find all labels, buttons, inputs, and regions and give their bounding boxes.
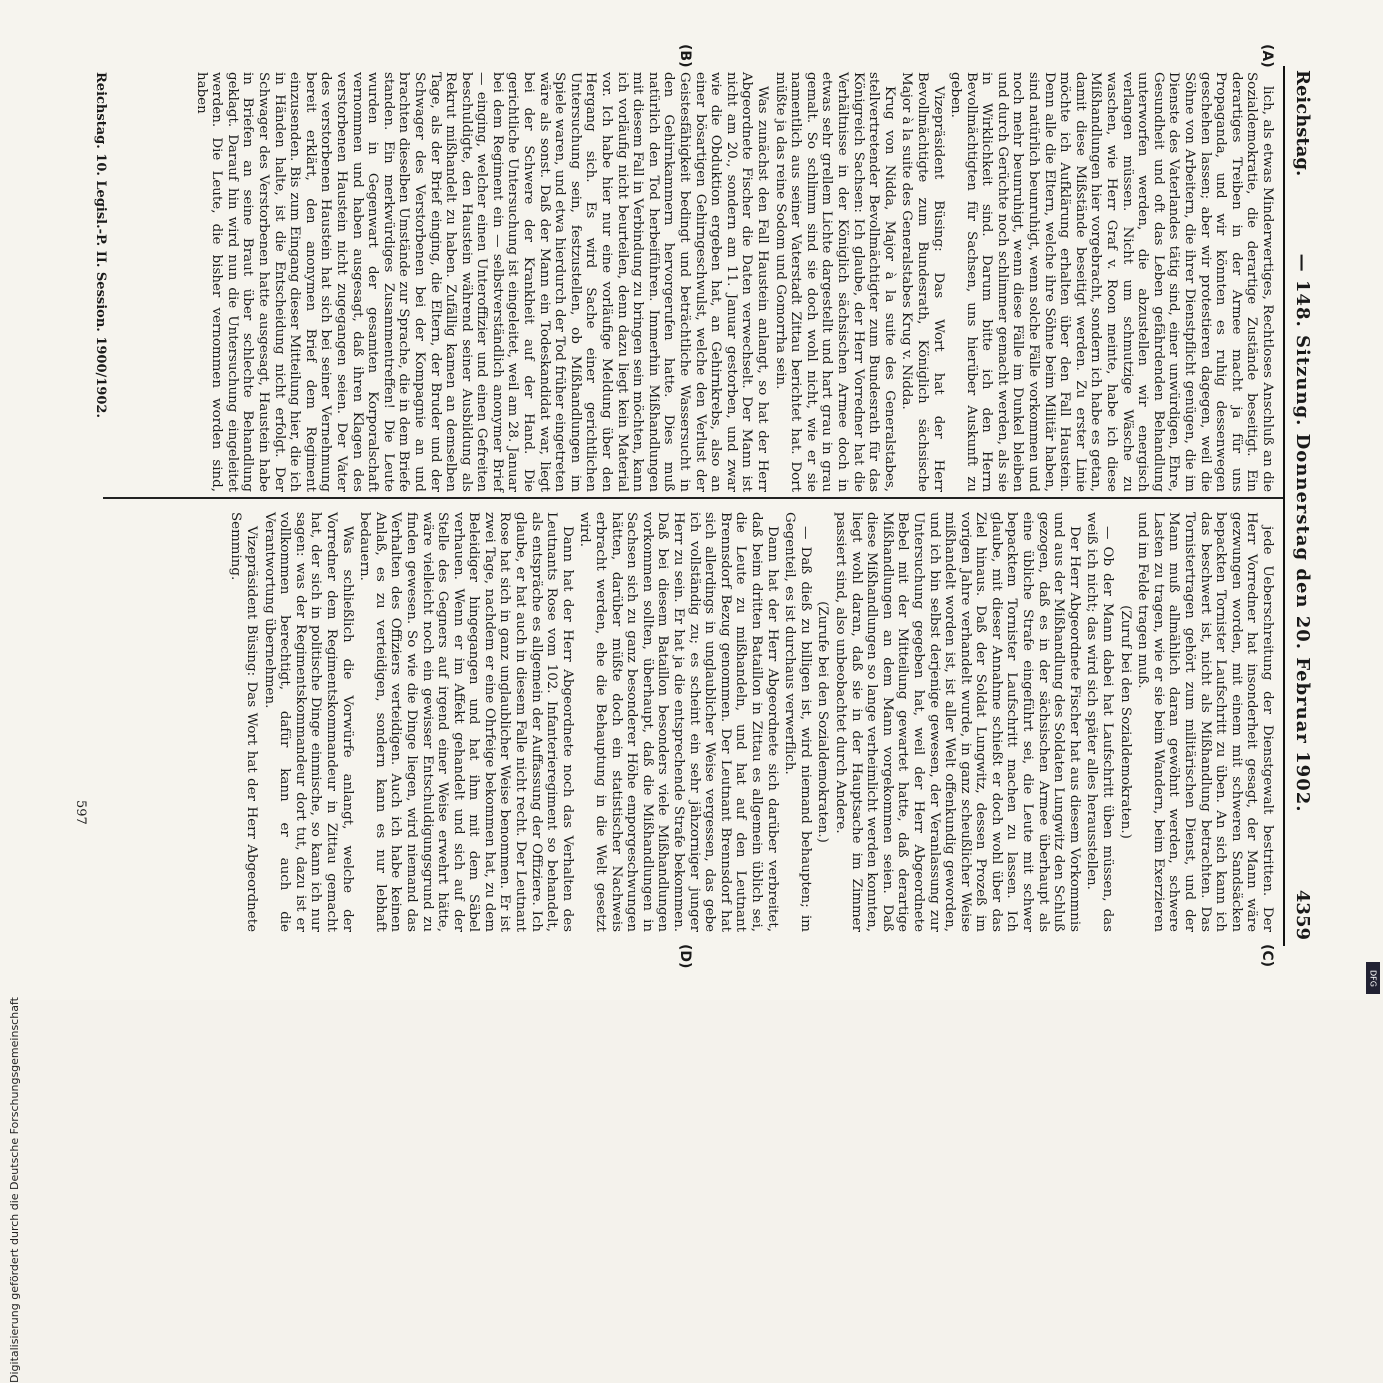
paragraph: — Daß dieß zu billigen ist, wird niemand behaupten; im Gegenteil, es ist durchaus verwerflich.: [782, 512, 813, 932]
header-rule: [1283, 66, 1285, 946]
page-header: [1283, 70, 1323, 940]
paragraph: Dann hat der Herr Abgeordnete sich darüber verbreitet, daß beim dritten Bataillon in Zittau es allgemein üblich sei, die Leute zu mißhandeln, und hat auf den Leutnant Brennsdorf Bezug genommen. Der Leutnant Brennsdorf hat sich allerdings in unglaublicher Weise vergessen, das gebe ich vollständig zu; es scheint ein sehr jähzorniger junger Herr zu sein. Er hat ja die entsprechende Strafe bekommen. Daß bei diesem Bataillon besonders viele Mißhandlungen vorkommen sollten, überhaupt, daß die Mißhandlungen in Sachsen sich zu ganz besonderer Höhe emporgeschwungen hätten, darüber müßte doch ein statistischer Nachweis erbracht werden, ehe die Behauptung in die Welt gesetzt wird.: [577, 512, 780, 932]
dfg-logo-icon: DFG: [1366, 962, 1380, 994]
margin-mark-b: (B): [677, 44, 693, 68]
paragraph: Dann hat der Herr Abgeordnete noch das Verhalten des Leutnants Rose vom 102. Infanterieregiment so behandelt, als entspräche es allgemein der Auffassung der Offiziere. Ich glaube, er hat auch in diesem Falle nicht recht. Der Leutnant Rose hat sich in ganz unglaublicher Weise benommen. Er ist zwei Tage, nachdem er eine Ohrfeige bekommen hat, zu dem Beleidiger hingegangen und hat ihm mit dem Säbel verhauen. Wenn er im Affekt gehandelt und sich auf der Stelle des Gegners auf irgend einer Weise erwehrt hätte, wäre vielleicht noch ein gewisser Entschuldigungsgrund zu finden gewesen. So wie die Dinge liegen, wird niemand das Verhalten des Offiziers verteidigen. Auch ich habe keinen Anlaß, es zu verteidigen, sondern kann es nur lebhaft bedauern.: [357, 512, 575, 932]
digitization-credit: Digitalisierung gefördert durch die Deutsche Forschungsgemeinschaft: [8, 997, 21, 1383]
interjection: (Zuruf bei den Sozialdemokraten.): [1117, 605, 1133, 839]
paragraph: Was zunächst den Fall Haustein anlangt, so hat der Herr Abgeordnete Fischer die Daten verwechselt. Der Mann ist nicht am 20., sondern am 11. Januar gestorben, und zwar wie die Obduktion ergeben hat, an Gehirnkrebs, also an einer bösartigen Gehirngeschwulst, welche den Verlust der Geistesfähigkeit bedingt und beträchtliche Wassersucht in den Gehirnkammern hervorgerufen hatte. Dies muß natürlich den Tod herbeiführen. Immerhin Mißhandlungen mit diesem Fall in Verbindung zu bringen sein möchten, kann ich vorläufig nicht beurteilen, denn dazu liegt kein Material vor. Ich habe hier nur eine vorläufige Meldung über den Hergang sich. Es wird Sache einer gerichtlichen Untersuchung sein, festzustellen, ob Mißhandlungen im Spiele waren, und etwa hierdurch der Tod früher eingetreten wäre als sonst. Daß der Mann ein Todeskandidat war, liegt bei der Schwere der Krankheit auf der Hand. Die gerichtliche Untersuchung ist eingeleitet, weil am 28. Januar bei dem Regiment ein — selbstverständlich anonymer Brief — einging, welcher einen Unteroffizier und einen Gefreiten beschuldigte, den Haustein während seiner Ausbildung als Rekrut mißhandelt zu haben. Zufällig kamen an demselben Tage, als der Brief einging, die Eltern, der Bruder und der Schwager des Verstorbenen bei der Kompagnie an und brachten dieselben Umstände zur Sprache, die in dem Briefe standen. Ein merkwürdiges Zusammentreffen! Die Leute wurden in Gegenwart der gesamten Korporalschaft vernommen und haben ausgesagt, daß ihren Klagen des verstorbenen Haustein nicht zugegangen seien. Der Vater des verstorbenen Haustein hat sich bei seiner Vernehmung bereit erklärt, den anonymen Brief dem Regiment einzusenden. Bis zum Eingang dieser Mitteilung hier, die ich in Händen halte, ist die Entscheidung nicht erfolgt. Der Schwager des Verstorbenen hatte ausgesagt, Haustein habe in Briefen an seine Braut über schlechte Behandlung geklagt. Darauf hin wird nun die Untersuchung eingeleitet werden. Die Leute, die bisher vernommen worden sind, haben: [193, 72, 770, 492]
paragraph: Was schließlich die Vorwürfe anlangt, welche der Vorredner dem Regimentskommandeur in Zittau gemacht hat, der sich in politische Dinge einmische, so kann ich nur sagen: was der Regimentskommandeur dort tut, dazu ist er vollkommen berechtigt, dafür kann er auch die Verantwortung übernehmen.: [261, 512, 355, 932]
margin-mark-c: (C): [1259, 944, 1275, 968]
paragraph: Vizepräsident Büsing: Das Wort hat der Herr Bevollmächtigte zum Bundesrath, Königlich sächsische Major à la suite des Generalstabes Krug v. Nidda.: [899, 72, 946, 492]
left-column: [191, 72, 1275, 492]
header-left: Reichstag.: [1292, 70, 1314, 177]
header-page-number: 4359: [1292, 889, 1314, 940]
right-column: [226, 512, 1275, 932]
paragraph: — Ob der Mann dabei hat Laufschritt üben müssen, das weiß ich nicht; das wird sich später alles herausstellen.: [1084, 512, 1116, 932]
interjection: (Zurufe bei den Sozialdemokraten.): [815, 601, 831, 843]
paragraph: Krug von Nidda, Major à la suite des Generalstabes, stellvertretender Bevollmächtigter zum Bundesrath für das Königreich Sachsen: Ich glaube, der Herr Vorredner hat die Verhältnisse in der Königlich sächsischen Armee doch in etwas sehr grellem Lichte dargestellt und hart grau in grau gemalt. So schlimm sind sie doch wohl nicht, wie er sie namentlich aus seiner Vaterstadt Zittau berichtet hat. Dort müßte ja das reine Sodom und Gomorrha sein.: [772, 72, 897, 492]
paragraph: lich, als etwas Minderwertiges, Rechtloses Anschluß an die Sozialdemokratie, die derartige Zustände beseitigt. Ein derartiges Treiben in der Armee macht ja für uns Propaganda, und wir könnten es ruhig dessenwegen geschehen lassen; aber wir protestieren dagegen, weil die Söhne von Arbeitern, die ihrer Dienstpflicht genügen, die im Dienste des Vaterlandes tätig sind, einer unwürdigen, Ehre, Gesundheit und oft das Leben gefährdenden Behandlung unterworfen werden, die abzustellen wir energisch verlangen müssen. Nicht um schmutzige Wäsche zu waschen, wie Herr Graf v. Roon meinte, habe ich diese Mißhandlungen hier vorgebracht, sondern ich habe es getan, damit diese Mißstände beseitigt werden. Zu erster Linie möchte ich Aufklärung erhalten über den Fall Haustein. Denn alle die Eltern, welche ihre Söhne beim Militär haben, sind natürlich beunruhigt, wenn solche Fälle vorkommen und noch mehr beunruhigt, wenn diese Fälle im Dunkel bleiben und durch Gerüchte noch schlimmer gemacht werden, als sie in Wirklichkeit sind. Darum bitte ich den Herrn Bevollmächtigten für Sachsen, uns hierüber Auskunft zu geben.: [948, 72, 1275, 492]
footer-page-number: 597: [73, 800, 88, 825]
margin-mark-d: (D): [677, 944, 693, 969]
paragraph: Der Herr Abgeordnete Fischer hat aus diesem Vorkommnis und aus der Mißhandlung des Soldaten Lungwitz den Schluß gezogen, daß es in der sächsischen Armee überhaupt als eine übliche Strafe eingeführt sei, die Leute mit schwer bepacktem Tornister Laufschritt machen zu lassen. Ich glaube, mit dieser Annahme schießt er doch wohl über das Ziel hinaus. Daß der Soldat Lungwitz, dessen Prozeß im vorigen Jahre verhandelt wurde, in ganz scheußlicher Weise mißhandelt worden ist, ist aller Welt offenkundig geworden, und ich bin selbst derjenige gewesen, der Veranlassung zur Untersuchung gegeben hat, weil der Herr Abgeordnete Bebel mit der Mitteilung gewartet hatte, daß derartige Mißhandlungen an dem Mann vorgekommen seien. Daß diese Mißhandlungen so lange verheimlicht werden konnten, liegt wohl daran, daß sie in der Hauptsache im Zimmer passiert sind, also unbeobachtet durch Andere.: [832, 512, 1082, 932]
header-center: — 148. Sitzung. Donnerstag den 20. Februar 1902.: [1292, 253, 1314, 813]
margin-mark-a: (A): [1259, 44, 1275, 68]
paragraph: jede Ueberschreitung der Dienstgewalt bestritten. Der Herr Vorredner hat insonderheit gesagt, der Mann wäre gezwungen worden, mit einem mit schweren Sandsäcken bepackten Tornister Laufschritt zu üben. An sich kann ich das beschwert ist, nicht als Mißhandlung betrachten. Das Tornistertragen gehört zum militärischen Dienst, und der Mann muß allmählich daran gewöhnt werden, schwere Lasten zu tragen, wie er sie beim Wandern, beim Exerzieren und im Felde tragen muß.: [1135, 512, 1275, 932]
paragraph: Vizepräsident Büsing: Das Wort hat der Herr Abgeordnete Semming.: [228, 512, 259, 932]
column-divider: [103, 497, 1283, 499]
footer-reference: Reichstag. 10. Legisl.-P. II. Session. 1900/1902.: [93, 72, 108, 418]
